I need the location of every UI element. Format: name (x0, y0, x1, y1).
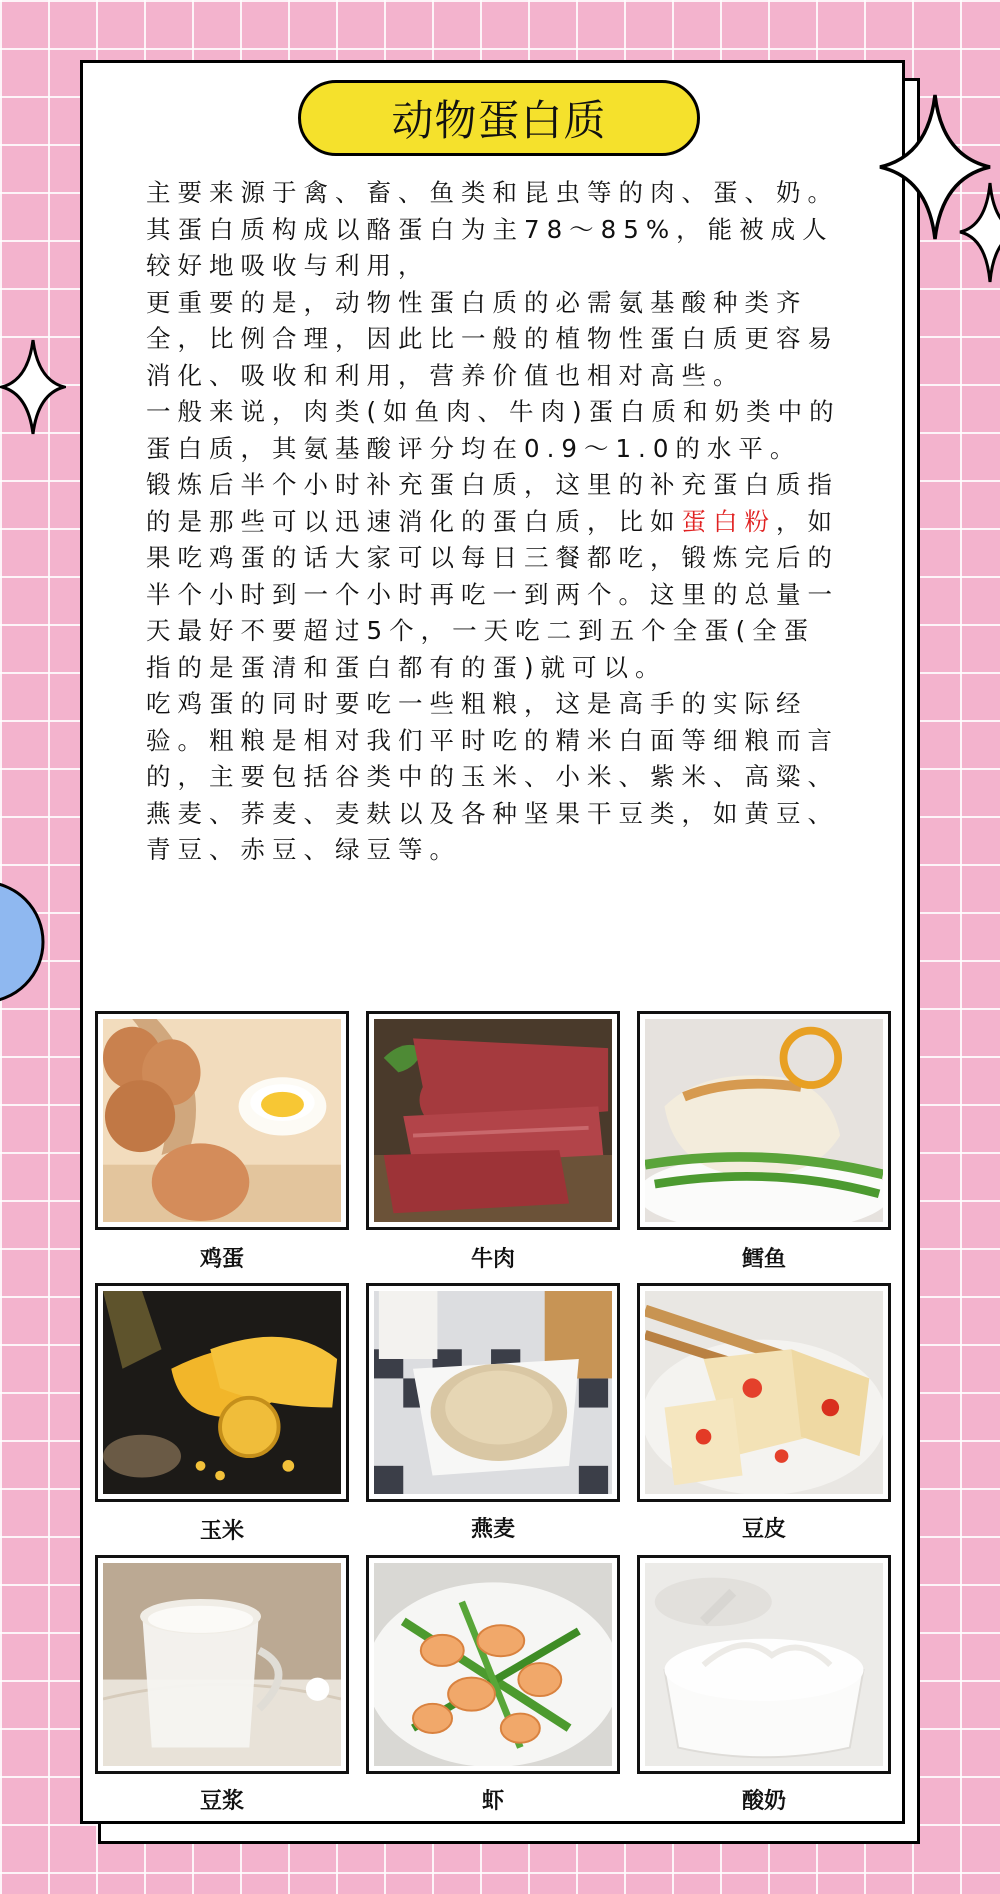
oats-photo (366, 1283, 620, 1502)
shrimp-photo (366, 1555, 620, 1774)
food-label-beef: 牛肉 (470, 1247, 515, 1272)
paragraph-text: 更重要的是，动物性蛋白质的必需氨基酸种类齐全，比例合理，因此比一般的植物性蛋白质更容易消化、吸收和利用，营养价值也相对高些。 (146, 287, 839, 390)
food-label-shrimp: 虾 (481, 1789, 504, 1814)
yogurt-photo (637, 1555, 891, 1774)
food-label-soy-milk: 豆浆 (199, 1789, 244, 1814)
article-body (146, 175, 841, 869)
paragraph-text: 主要来源于禽、畜、鱼类和昆虫等的肉、蛋、奶。其蛋白质构成以酪蛋白为主78～85%，能被成人较好地吸收与利用， (146, 178, 839, 280)
body-paragraph (146, 285, 841, 395)
tofu-skin-photo (637, 1283, 891, 1502)
food-label-yogurt: 酸奶 (741, 1789, 786, 1814)
food-label-corn: 玉米 (199, 1519, 244, 1544)
body-paragraph (146, 175, 841, 285)
sparkle-left-icon (0, 338, 66, 436)
food-label-tofu-skin: 豆皮 (741, 1517, 786, 1542)
paragraph-text: 一般来说，肉类(如鱼肉、牛肉)蛋白质和奶类中的蛋白质，其氨基酸评分均在0.9～1.0的水平。 (146, 397, 841, 463)
body-paragraph (146, 686, 841, 869)
body-paragraph (146, 467, 841, 686)
sparkle-small-icon (950, 180, 1000, 285)
soy-milk-photo (95, 1555, 349, 1774)
paragraph-text: 锻炼后半个小时补充蛋白质，这里的补充蛋白质指的是那些可以迅速消化的蛋白质，比如 (146, 470, 839, 536)
body-paragraph (146, 394, 841, 467)
highlighted-term: 蛋白粉 (681, 506, 776, 536)
beef-photo (366, 1011, 620, 1230)
page-title: 动物蛋白质 (298, 80, 700, 156)
food-label-eggs: 鸡蛋 (199, 1247, 244, 1272)
food-label-cod: 鳕鱼 (741, 1247, 786, 1272)
cod-photo (637, 1011, 891, 1230)
eggs-photo (95, 1011, 349, 1230)
food-label-oats: 燕麦 (470, 1517, 515, 1542)
paragraph-text: 吃鸡蛋的同时要吃一些粗粮，这是高手的实际经验。粗粮是相对我们平时吃的精米白面等细粮而言的，主要包括谷类中的玉米、小米、紫米、高粱、燕麦、荞麦、麦麸以及各种坚果干豆类，如黄豆、青豆、赤豆、绿豆等。 (146, 689, 839, 864)
corn-photo (95, 1283, 349, 1502)
blue-circle-decoration (0, 880, 50, 1005)
paragraph-text: ，如果吃鸡蛋的话大家可以每日三餐都吃，锻炼完后的半个小时到一个小时再吃一到两个。这里的总量一天最好不要超过5个，一天吃二到五个全蛋(全蛋指的是蛋清和蛋白都有的蛋)就可以。 (146, 506, 839, 682)
